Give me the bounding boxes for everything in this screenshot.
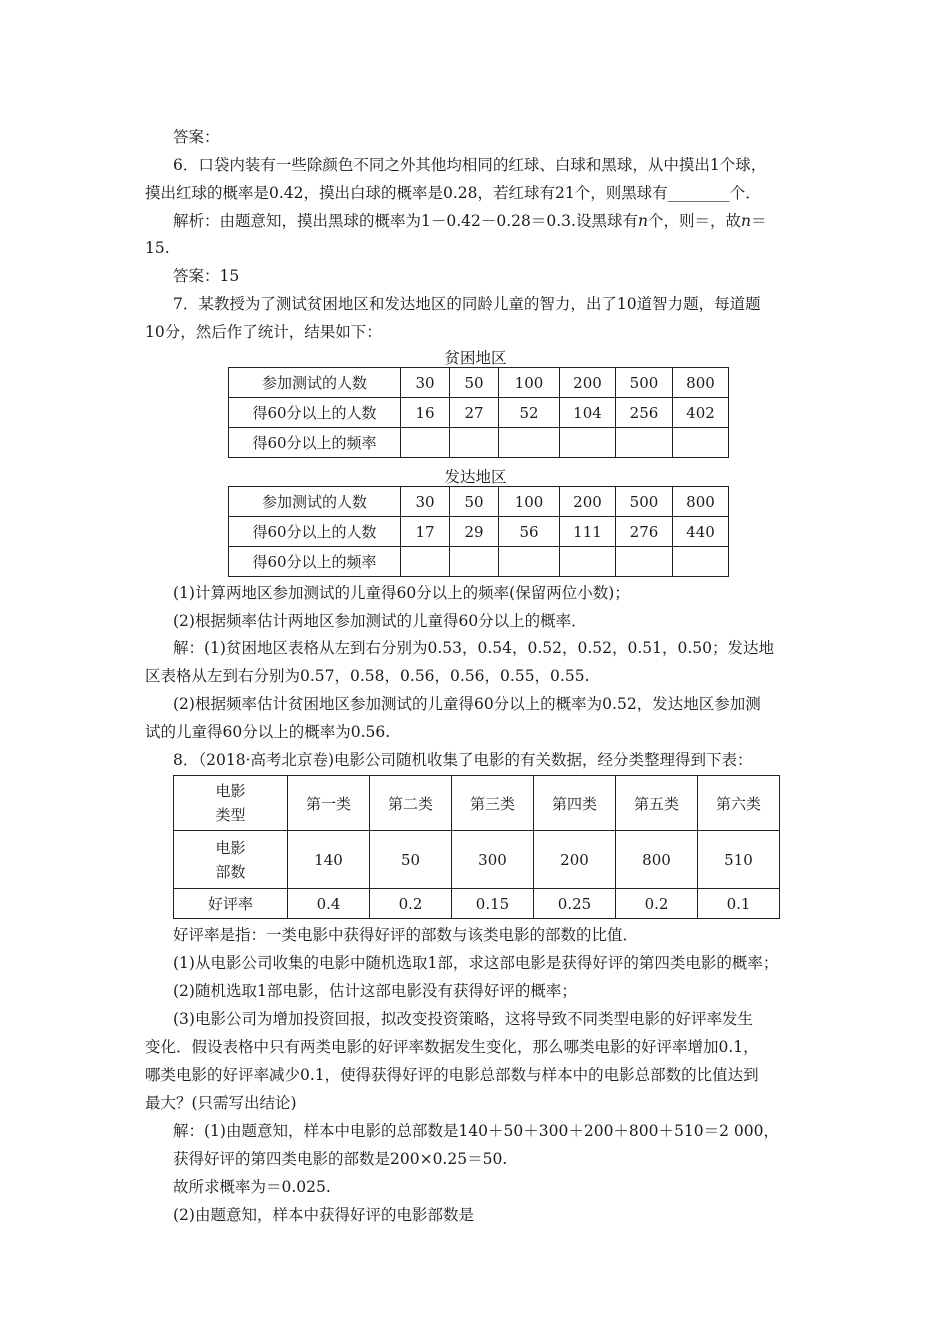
table-cell <box>616 547 673 577</box>
row-label: 得60分以上的人数 <box>229 398 401 428</box>
table-cell <box>560 428 616 458</box>
table-cell: 30 <box>401 368 450 398</box>
count-label-line: 电影 <box>215 838 246 857</box>
table-row <box>174 776 780 831</box>
row-label: 好评率 <box>174 889 288 919</box>
row-label: 参加测试的人数 <box>229 487 401 517</box>
table-cell: 300 <box>452 831 534 889</box>
problem-8-question-3-line-3: 哪类电影的好评率减少0.1，使得获得好评的电影总部数与样本中的电影总部数的比值达到 <box>145 1066 759 1084</box>
table-cell: 100 <box>499 487 560 517</box>
problem-6-solution-line-2: 15. <box>145 239 170 257</box>
column-header: 第六类 <box>698 776 780 831</box>
table-poor <box>228 367 729 458</box>
table-cell: 200 <box>534 831 616 889</box>
table-cell <box>616 428 673 458</box>
problem-6-line-2: 摸出红球的概率是0.42，摸出白球的概率是0.28，若红球有21个，则黑球有________个． <box>145 184 761 202</box>
row-label: 参加测试的人数 <box>229 368 401 398</box>
row-label: 得60分以上的频率 <box>229 547 401 577</box>
table-developed <box>228 486 729 577</box>
table-cell: 500 <box>616 487 673 517</box>
problem-8-line-1: 8．（2018·高考北京卷)电影公司随机收集了电影的有关数据，经分类整理得到下表： <box>173 751 753 769</box>
table-row <box>229 517 729 547</box>
problem-6-solution-line-1 <box>173 211 766 231</box>
table-cell <box>560 547 616 577</box>
problem-8-solution-line-2: 获得好评的第四类电影的部数是200×0.25＝50. <box>173 1150 508 1168</box>
variable-n: n <box>637 212 648 230</box>
row-label <box>174 776 288 831</box>
problem-7-question-1: (1)计算两地区参加测试的儿童得60分以上的频率(保留两位小数)； <box>173 584 630 602</box>
problem-8-question-3-line-2: 变化．假设表格中只有两类电影的好评率数据发生变化，那么哪类电影的好评率增加0.1， <box>145 1038 759 1056</box>
table-cell: 27 <box>450 398 499 428</box>
table-cell: 50 <box>450 368 499 398</box>
column-header: 第四类 <box>534 776 616 831</box>
problem-7-solution-line-4: 试的儿童得60分以上的概率为0.56. <box>145 723 391 741</box>
table-cell: 510 <box>698 831 780 889</box>
table-cell: 500 <box>616 368 673 398</box>
table-cell <box>499 428 560 458</box>
table-cell: 276 <box>616 517 673 547</box>
count-label-line: 部数 <box>215 862 246 881</box>
problem-7-solution-line-2: 区表格从左到右分别为0.57，0.58，0.56，0.56，0.55，0.55. <box>145 667 590 685</box>
table-cell: 800 <box>673 487 729 517</box>
table-cell: 140 <box>288 831 370 889</box>
table-cell: 56 <box>499 517 560 547</box>
table-row <box>229 547 729 577</box>
table-poor-caption: 贫困地区 <box>444 349 507 367</box>
problem-8-solution-line-1: 解：(1)由题意知，样本中电影的总部数是140＋50＋300＋200＋800＋510＝2 000， <box>173 1122 779 1140</box>
table-cell: 16 <box>401 398 450 428</box>
row-label: 得60分以上的人数 <box>229 517 401 547</box>
problem-8-question-2: (2)随机选取1部电影，估计这部电影没有获得好评的概率； <box>173 982 577 1000</box>
problem-6-line-1: 6．口袋内装有一些除颜色不同之外其他均相同的红球、白球和黑球，从中摸出1个球， <box>173 156 767 174</box>
table-cell: 17 <box>401 517 450 547</box>
table-cell <box>499 547 560 577</box>
table-cell: 0.4 <box>288 889 370 919</box>
row-label: 得60分以上的频率 <box>229 428 401 458</box>
table-movies <box>173 775 780 919</box>
table-cell: 200 <box>560 368 616 398</box>
row-label <box>174 831 288 889</box>
table-cell: 402 <box>673 398 729 428</box>
column-header: 第五类 <box>616 776 698 831</box>
table-cell: 200 <box>560 487 616 517</box>
table-cell: 29 <box>450 517 499 547</box>
table-cell: 0.1 <box>698 889 780 919</box>
table-dev-caption: 发达地区 <box>444 468 507 486</box>
table-row <box>174 889 780 919</box>
problem-7-line-2: 10分，然后作了统计，结果如下： <box>145 323 382 341</box>
solution-text: 个，则＝，故 <box>647 212 741 230</box>
table-cell: 50 <box>370 831 452 889</box>
problem-8-solution-line-4: (2)由题意知，样本中获得好评的电影部数是 <box>173 1206 474 1224</box>
problem-7-question-2: (2)根据频率估计两地区参加测试的儿童得60分以上的概率． <box>173 612 587 630</box>
problem-8-question-1: (1)从电影公司收集的电影中随机选取1部，求这部电影是获得好评的第四类电影的概率； <box>173 954 779 972</box>
table-cell <box>450 547 499 577</box>
column-header: 第二类 <box>370 776 452 831</box>
problem-8-definition: 好评率是指：一类电影中获得好评的部数与该类电影的部数的比值． <box>173 926 639 944</box>
table-row <box>174 831 780 889</box>
header-label-line: 电影 <box>215 782 246 800</box>
solution-text: 解析：由题意知，摸出黑球的概率为1－0.42－0.28＝0.3.设黑球有 <box>173 212 638 230</box>
table-row <box>229 398 729 428</box>
header-label-line: 类型 <box>215 806 246 824</box>
table-cell <box>401 547 450 577</box>
table-cell: 104 <box>560 398 616 428</box>
column-header: 第三类 <box>452 776 534 831</box>
problem-7-solution-line-1: 解：(1)贫困地区表格从左到右分别为0.53，0.54，0.52，0.52，0.51，0.50；发达地 <box>173 639 775 657</box>
problem-7-solution-line-3: (2)根据频率估计贫困地区参加测试的儿童得60分以上的概率为0.52，发达地区参加测 <box>173 695 761 713</box>
table-cell: 100 <box>499 368 560 398</box>
table-row <box>229 487 729 517</box>
table-cell: 800 <box>616 831 698 889</box>
problem-6-answer: 答案：15 <box>173 267 240 285</box>
solution-text: ＝ <box>750 212 767 230</box>
table-row <box>229 428 729 458</box>
table-cell: 30 <box>401 487 450 517</box>
table-cell <box>450 428 499 458</box>
table-cell: 0.25 <box>534 889 616 919</box>
column-header: 第一类 <box>288 776 370 831</box>
problem-7-line-1: 7．某教授为了测试贫困地区和发达地区的同龄儿童的智力，出了10道智力题，每道题 <box>173 295 761 313</box>
table-cell: 800 <box>673 368 729 398</box>
table-cell: 111 <box>560 517 616 547</box>
table-cell: 0.2 <box>370 889 452 919</box>
problem-8-question-3-line-1: (3)电影公司为增加投资回报，拟改变投资策略，这将导致不同类型电影的好评率发生 <box>173 1010 753 1028</box>
table-cell: 256 <box>616 398 673 428</box>
table-row <box>229 368 729 398</box>
variable-n: n <box>740 212 751 230</box>
table-cell: 0.2 <box>616 889 698 919</box>
table-cell <box>673 547 729 577</box>
problem-8-solution-line-3: 故所求概率为＝0.025. <box>173 1178 331 1196</box>
table-cell: 50 <box>450 487 499 517</box>
table-cell <box>673 428 729 458</box>
answer-label: 答案： <box>173 128 220 146</box>
table-cell: 440 <box>673 517 729 547</box>
table-cell: 52 <box>499 398 560 428</box>
table-cell <box>401 428 450 458</box>
problem-8-question-3-line-4: 最大？(只需写出结论) <box>145 1094 297 1112</box>
table-cell: 0.15 <box>452 889 534 919</box>
